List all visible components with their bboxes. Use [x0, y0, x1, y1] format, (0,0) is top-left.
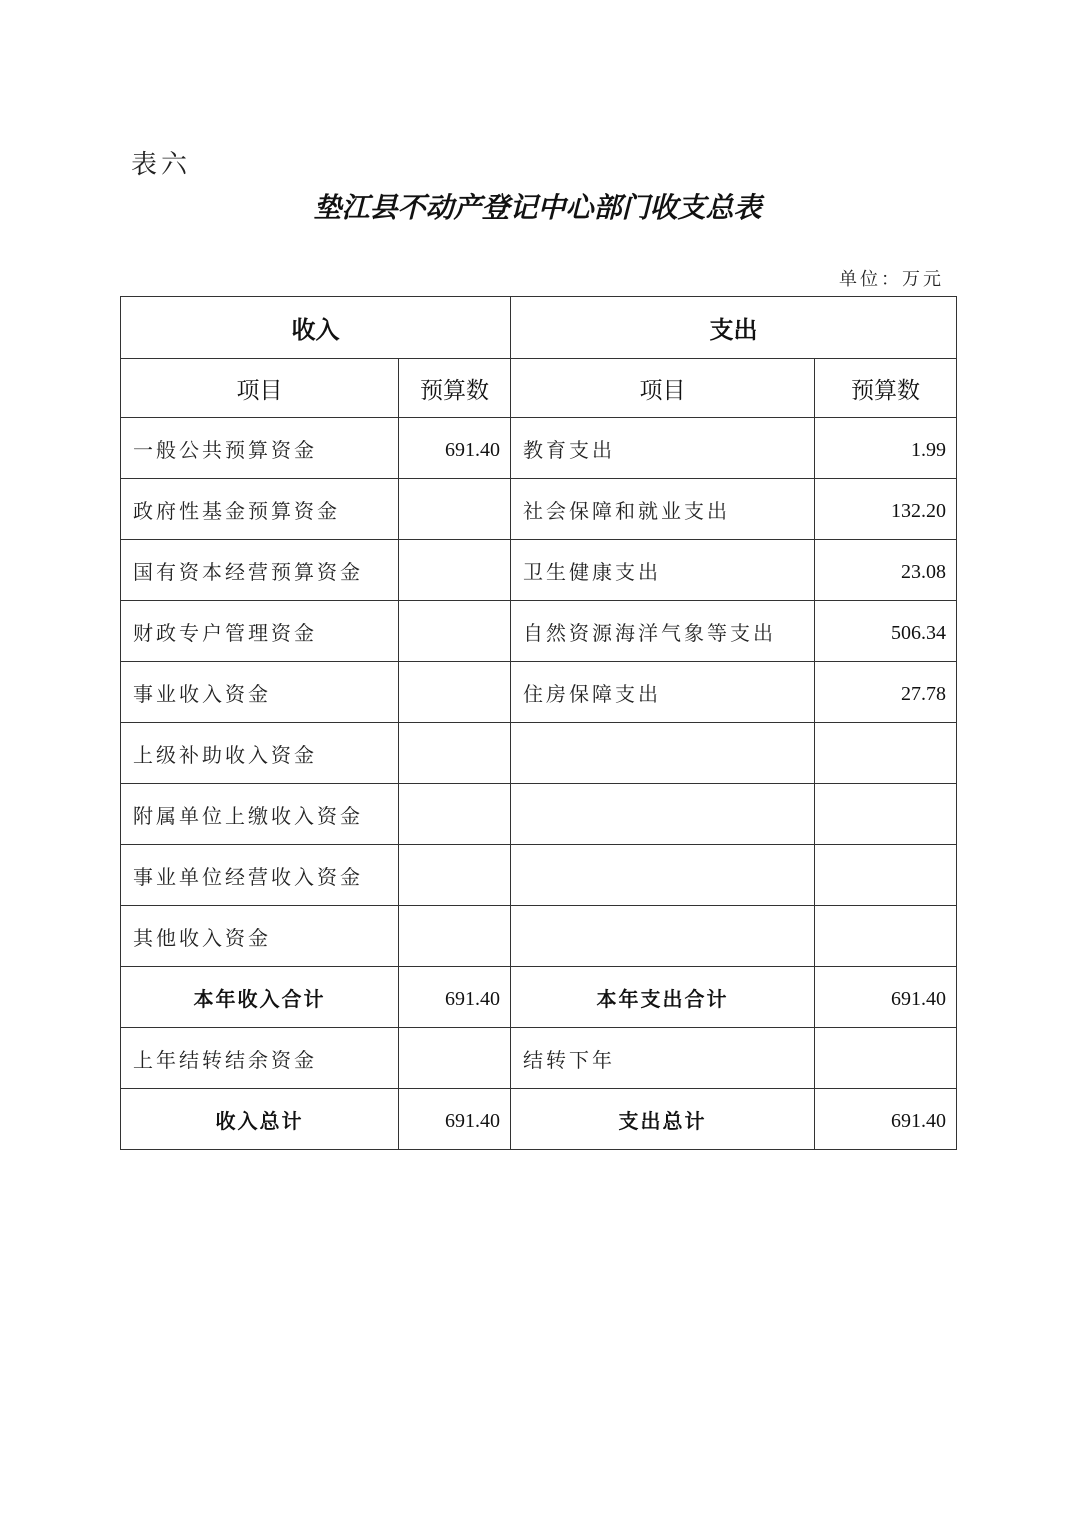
page-title: 垫江县不动产登记中心部门收支总表	[313, 191, 762, 224]
income-value	[399, 845, 511, 906]
expense-item	[511, 723, 815, 784]
income-item: 事业单位经营收入资金	[121, 845, 399, 906]
table-row	[121, 479, 957, 540]
expense-carryover-value	[815, 1028, 957, 1089]
expense-value	[815, 845, 957, 906]
year-total-row	[121, 967, 957, 1028]
income-carryover-value	[399, 1028, 511, 1089]
table-row	[121, 418, 957, 479]
expense-item	[511, 784, 815, 845]
expense-item: 住房保障支出	[511, 662, 815, 723]
carryover-row	[121, 1028, 957, 1089]
expense-value	[815, 723, 957, 784]
income-year-total-value: 691.40	[399, 967, 511, 1028]
income-grand-total-value: 691.40	[399, 1089, 511, 1150]
expense-item	[511, 845, 815, 906]
expense-item-column-header: 项目	[511, 359, 815, 418]
expense-value	[815, 906, 957, 967]
income-value	[399, 601, 511, 662]
table-row	[121, 540, 957, 601]
expense-year-total-label: 本年支出合计	[511, 967, 815, 1028]
income-value	[399, 662, 511, 723]
expense-item: 自然资源海洋气象等支出	[511, 601, 815, 662]
table-header-columns	[121, 359, 957, 418]
expense-value: 1.99	[815, 418, 957, 479]
income-value	[399, 540, 511, 601]
table-header-main	[121, 297, 957, 359]
expense-grand-total-value: 691.40	[815, 1089, 957, 1150]
income-item: 国有资本经营预算资金	[121, 540, 399, 601]
expense-item: 教育支出	[511, 418, 815, 479]
income-item: 财政专户管理资金	[121, 601, 399, 662]
income-header: 收入	[121, 297, 511, 359]
income-value: 691.40	[399, 418, 511, 479]
expense-item: 社会保障和就业支出	[511, 479, 815, 540]
income-year-total-label: 本年收入合计	[121, 967, 399, 1028]
table-row	[121, 601, 957, 662]
income-item: 一般公共预算资金	[121, 418, 399, 479]
income-value	[399, 723, 511, 784]
income-value	[399, 784, 511, 845]
income-item: 事业收入资金	[121, 662, 399, 723]
income-item-column-header: 项目	[121, 359, 399, 418]
income-carryover-label: 上年结转结余资金	[121, 1028, 399, 1089]
table-row	[121, 662, 957, 723]
expense-value: 23.08	[815, 540, 957, 601]
expense-budget-column-header: 预算数	[815, 359, 957, 418]
income-item: 上级补助收入资金	[121, 723, 399, 784]
income-grand-total-label: 收入总计	[121, 1089, 399, 1150]
expense-item	[511, 906, 815, 967]
expense-header: 支出	[511, 297, 957, 359]
income-value	[399, 906, 511, 967]
expense-year-total-value: 691.40	[815, 967, 957, 1028]
expense-value: 27.78	[815, 662, 957, 723]
income-expense-summary-table	[120, 296, 957, 1150]
income-item: 附属单位上缴收入资金	[121, 784, 399, 845]
table-row	[121, 906, 957, 967]
table-row	[121, 723, 957, 784]
income-value	[399, 479, 511, 540]
expense-carryover-label: 结转下年	[511, 1028, 815, 1089]
expense-value: 132.20	[815, 479, 957, 540]
income-budget-column-header: 预算数	[399, 359, 511, 418]
expense-item: 卫生健康支出	[511, 540, 815, 601]
grand-total-row	[121, 1089, 957, 1150]
income-item: 政府性基金预算资金	[121, 479, 399, 540]
table-row	[121, 845, 957, 906]
expense-value: 506.34	[815, 601, 957, 662]
expense-grand-total-label: 支出总计	[511, 1089, 815, 1150]
expense-value	[815, 784, 957, 845]
table-row	[121, 784, 957, 845]
income-item: 其他收入资金	[121, 906, 399, 967]
unit-label: 单位：万元	[839, 269, 944, 290]
table-number-label: 表六	[131, 150, 192, 180]
